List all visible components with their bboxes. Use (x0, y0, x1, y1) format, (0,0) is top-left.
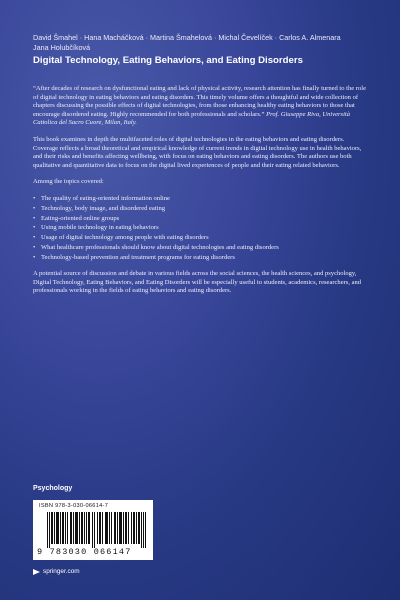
endorsement-quote (33, 85, 369, 128)
publisher-url (33, 568, 80, 575)
barcode-number: 9 783030 066147 (37, 547, 132, 557)
barcode-panel (33, 500, 153, 560)
cover-text (33, 85, 369, 304)
publisher-url-text: springer.com (43, 568, 80, 575)
subject-category: Psychology (33, 485, 73, 492)
isbn-label: ISBN 978-3-030-06614-7 (39, 503, 109, 509)
topic-item: • Eating-oriented online groups (33, 215, 369, 224)
quote-text: “After decades of research on dysfunctional eating and lack of physical activity, research attention has finally turned to the role of digital technology in eating behaviors and eating disorders. This timely volume offers a thoughtful and wide collection of chapters discussing the possible effects of digital technologies, from those enhancing healthy eating behaviors to those that encourage disordered eating. Highly recommended for both professionals and scholars.” (33, 85, 366, 118)
book-description: This book examines in depth the multifaceted roles of digital technologies in the eating behaviors and eating disorders. Coverage reflects a broad theoretical and empirical knowledge of current trends in digital technology use in health behaviors, and their risks and benefits affecting wellbeing, with focus on eating behaviors and eating disorders. The authors use both qualitative and quantitative data to focus on the digital lived experiences of people and their eating related behaviors. (33, 135, 362, 169)
topic-item: • Usage of digital technology among people with eating disorders (33, 234, 369, 243)
author-line-1: David Šmahel · Hana Macháčková · Martina Šmahelová · Michal Čevelíček · Carlos A. Almenara (33, 33, 341, 42)
topic-item: • What healthcare professionals should know about digital technologies and eating disorders (33, 244, 369, 253)
springer-arrow-icon (33, 569, 40, 575)
author-list (33, 33, 373, 53)
topic-item: • The quality of eating-oriented information online (33, 195, 369, 204)
book-title: Digital Technology, Eating Behaviors, and Eating Disorders (33, 55, 303, 66)
barcode-bars (47, 512, 147, 548)
author-line-2: Jana Holubčíková (33, 43, 91, 52)
topics-intro: Among the topics covered: (33, 178, 104, 186)
closing-paragraph: A potential source of discussion and debate in various fields across the social sciences, the health sciences, and psychology, Digital Technology, Eating Behaviors, and Eating Disorders will be especially useful to students, academics, researchers, and professionals working in the fields of eating behaviors and eating disorders. (33, 270, 362, 295)
topic-item: • Technology, body image, and disordered eating (33, 205, 369, 214)
topics-list (33, 195, 369, 262)
topic-item: • Technology-based prevention and treatment programs for eating disorders (33, 254, 369, 263)
topic-item: • Using mobile technology in eating behaviors (33, 224, 369, 233)
quote-attribution: Prof. Giuseppe Riva, Università Cattolica del Sacro Cuore, Milan, Italy. (33, 110, 351, 127)
